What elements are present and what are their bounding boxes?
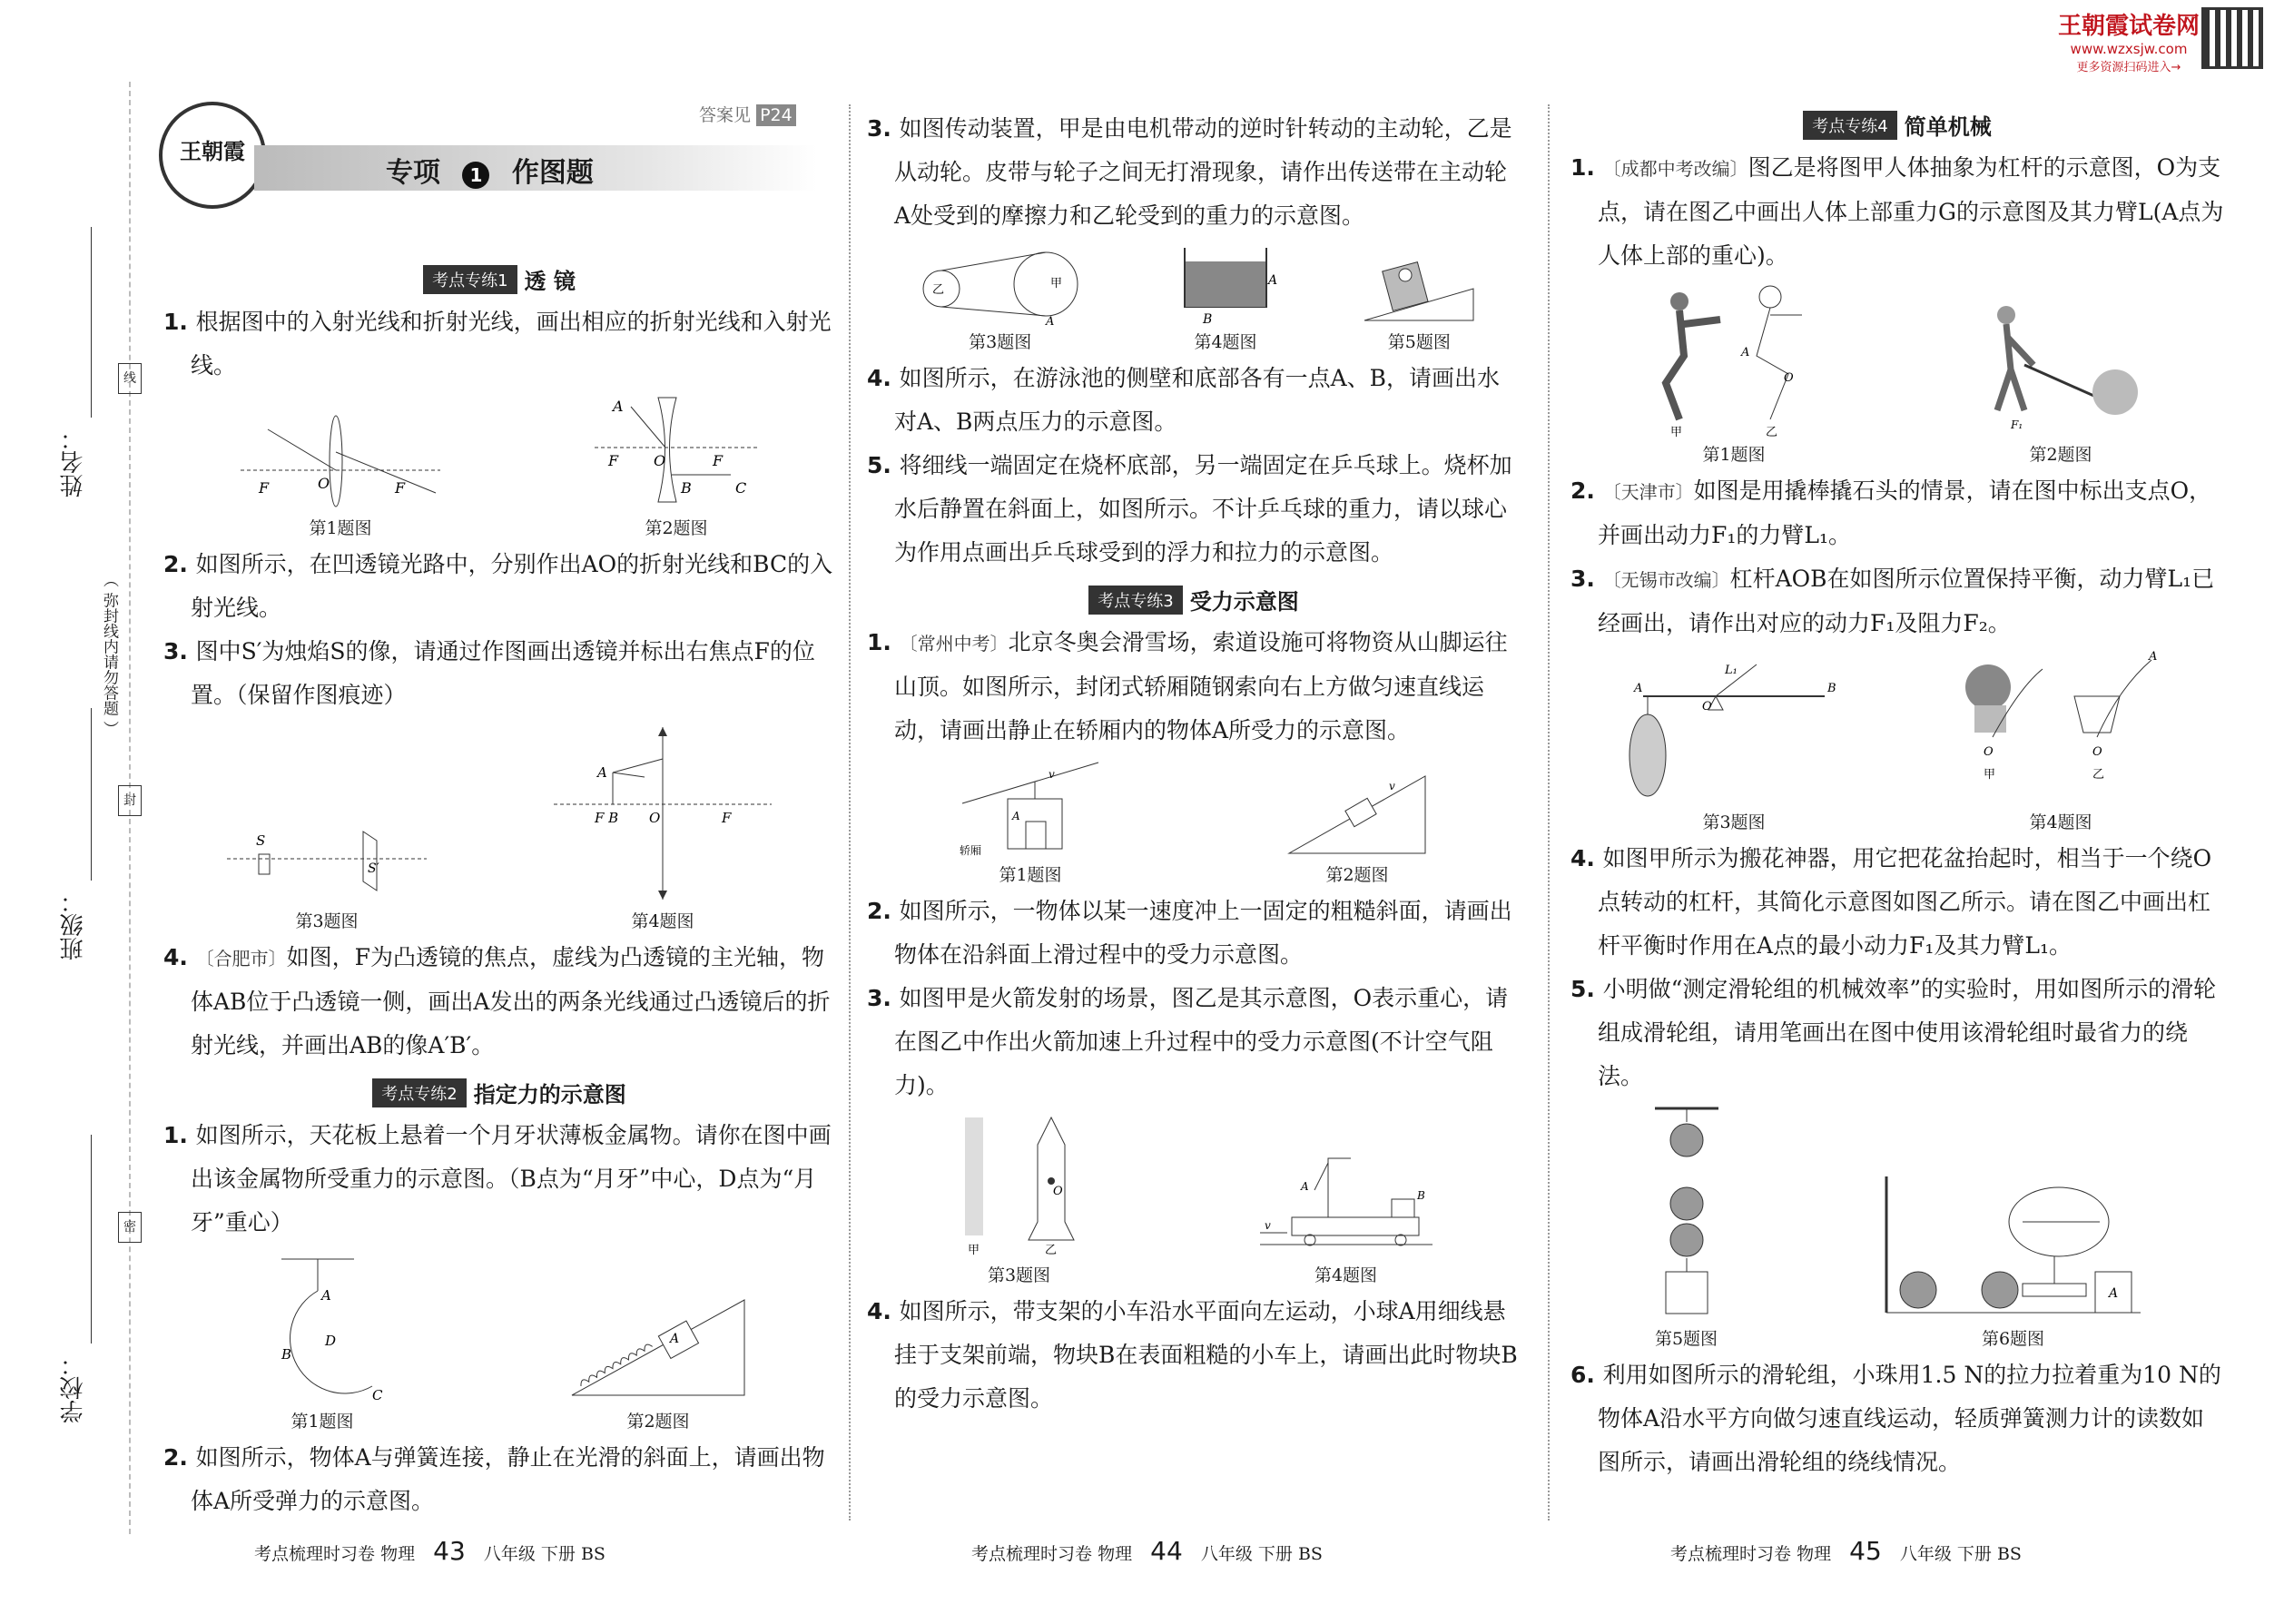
svg-text:v: v xyxy=(1049,768,1055,781)
svg-text:F: F xyxy=(722,810,732,826)
question-diagram-4: 4. 如图所示，带支架的小车沿水平面向左运动，小球A用细线悬挂于支架前端，物块B在表面粗糙的小车上，请画出此时物块B的受力示意图。 xyxy=(867,1298,1518,1412)
svg-text:A: A xyxy=(1634,682,1643,695)
svg-text:A: A xyxy=(321,1287,331,1304)
svg-text:甲: 甲 xyxy=(967,1244,980,1257)
section-title: 透 镜 xyxy=(524,269,576,294)
figure-lever-aob xyxy=(1629,651,1838,833)
section-title: 指定力的示意图 xyxy=(473,1082,626,1107)
caption: 第1题图 xyxy=(999,865,1062,885)
caption: 第4题图 xyxy=(2029,812,2092,832)
caption: 第1题图 xyxy=(290,1412,354,1432)
figure-convex-lens xyxy=(231,411,449,539)
question-1: 1. 根据图中的入射光线和折射光线，画出相应的折射光线和入射光线。 xyxy=(163,309,832,379)
svg-text:乙: 乙 xyxy=(1766,426,1778,439)
caption: 第2题图 xyxy=(645,518,708,538)
binding-box-line: 线 xyxy=(118,363,142,394)
column-divider-2 xyxy=(1548,104,1550,1521)
svg-text:乙: 乙 xyxy=(1044,1244,1057,1257)
special-title-text: 作图题 xyxy=(511,157,594,189)
svg-text:B: B xyxy=(1202,312,1213,327)
svg-text:O: O xyxy=(1052,1185,1063,1198)
question-diagram-2: 2. 如图所示，一物体以某一速度冲上一固定的粗糙斜面，请画出物体在沿斜面上滑过程中的受力示意图。 xyxy=(867,898,1512,968)
svg-text:O: O xyxy=(318,475,330,492)
section-title: 简单机械 xyxy=(1904,114,1992,140)
figure-crowbar xyxy=(1970,292,2151,466)
figure-convex-lens-ab xyxy=(545,723,781,932)
caption: 第4题图 xyxy=(631,911,694,931)
page-number: 44 xyxy=(1150,1536,1183,1566)
svg-text:S: S xyxy=(256,832,266,849)
column-1 xyxy=(163,254,835,1523)
binding-note: （ 弥封线内请勿答题 ） xyxy=(100,572,118,736)
svg-text:F: F xyxy=(608,452,619,469)
question-force-1: 1. 如图所示，天花板上悬着一个月牙状薄板金属物。请你在图中画出该金属物所受重力的示意图。（B点为“月牙”中心，D点为“月牙”重心） xyxy=(163,1122,832,1235)
svg-text:F: F xyxy=(259,479,270,497)
question-2: 2. 如图所示，在凹透镜光路中，分别作出AO的折射光线和BC的入射光线。 xyxy=(163,551,833,621)
caption: 第4题图 xyxy=(1194,332,1257,352)
svg-text:v: v xyxy=(1389,780,1395,792)
caption: 第1题图 xyxy=(309,518,372,538)
figure-crescent xyxy=(245,1250,399,1432)
class-label: 班级： xyxy=(60,890,87,960)
caption: 第3题图 xyxy=(295,911,359,931)
figure-rocket xyxy=(951,1113,1088,1286)
svg-text:O: O xyxy=(654,452,666,469)
special-title xyxy=(386,150,594,190)
caption: 第3题图 xyxy=(969,332,1032,352)
section-force xyxy=(163,1077,835,1108)
figure-pulley-vertical xyxy=(1646,1104,1728,1350)
svg-text:F: F xyxy=(395,479,406,497)
class-line xyxy=(91,708,92,881)
answer-ref-label: 答案见 xyxy=(699,105,752,125)
caption: 第5题图 xyxy=(1654,1329,1718,1349)
special-number: 1 xyxy=(462,162,489,189)
school-line xyxy=(91,1135,92,1343)
caption: 第2题图 xyxy=(2029,445,2092,465)
section-tag: 考点专练2 xyxy=(372,1078,466,1107)
figure-row-1 xyxy=(163,393,835,539)
svg-text:v: v xyxy=(1264,1219,1271,1232)
section-title: 受力示意图 xyxy=(1189,589,1299,615)
section-tag: 考点专练1 xyxy=(423,265,517,294)
figure-row-7 xyxy=(1570,283,2224,466)
figure-cable-car xyxy=(958,758,1103,886)
svg-text:O: O xyxy=(1784,371,1794,385)
section-tag: 考点专练4 xyxy=(1803,111,1896,140)
figure-concave-lens xyxy=(586,393,767,539)
svg-text:B: B xyxy=(681,479,692,497)
figure-incline-block xyxy=(1285,767,1430,886)
question-4: 4. 〔合肥市〕如图，F为凸透镜的焦点，虚线为凸透镜的主光轴，物体AB位于凸透镜一侧，画出A发出的两条光线通过凸透镜后的折射光线，并画出AB的像A′B′。 xyxy=(163,944,831,1058)
svg-text:O: O xyxy=(649,810,661,826)
special-label: 专项 xyxy=(386,157,440,189)
column-3 xyxy=(1570,109,2224,1484)
svg-text:C: C xyxy=(372,1387,383,1403)
svg-text:F₁: F₁ xyxy=(2011,418,2023,431)
svg-text:A: A xyxy=(1300,1180,1309,1193)
caption: 第5题图 xyxy=(1387,332,1451,352)
brand-url: www.wzxsjw.com xyxy=(2070,41,2188,57)
svg-text:O: O xyxy=(2092,745,2102,759)
question-force-2: 2. 如图所示，物体A与弹簧连接，静止在光滑的斜面上，请画出物体A所受弹力的示意图。 xyxy=(163,1444,825,1514)
question-diagram-3: 3. 如图甲是火箭发射的场景，图乙是其示意图，O表示重心，请在图乙中作出火箭加速上升过程中的受力示意图(不计空气阻力)。 xyxy=(867,985,1509,1098)
svg-text:A: A xyxy=(2149,650,2158,664)
svg-text:C: C xyxy=(735,479,747,497)
brand-name: 王朝霞试卷网 xyxy=(2057,13,2200,40)
svg-text:D: D xyxy=(325,1333,337,1349)
answer-ref xyxy=(699,102,796,126)
caption: 第2题图 xyxy=(626,1412,690,1432)
question-force-5: 5. 将细线一端固定在烧杯底部，另一端固定在乒乓球上。烧杯加水后静置在斜面上，如图所示。不计乒乓球的重力，请以球心为作用点画出乒乓球受到的浮力和拉力的示意图。 xyxy=(867,452,1512,566)
question-machine-4: 4. 如图甲所示为搬花神器，用它把花盆抬起时，相当于一个绕O点转动的杠杆，其简化示意图如图乙所示。请在图乙中画出杠杆平衡时作用在A点的最小动力F₁及其力臂L₁。 xyxy=(1570,845,2212,959)
figure-candle-image xyxy=(218,804,436,932)
svg-text:F B: F B xyxy=(595,810,619,826)
svg-text:A: A xyxy=(670,1332,680,1346)
caption: 第3题图 xyxy=(987,1265,1051,1285)
svg-text:轿厢: 轿厢 xyxy=(960,844,982,857)
svg-text:甲: 甲 xyxy=(1670,426,1683,439)
column-2 xyxy=(867,107,1521,1421)
caption: 第3题图 xyxy=(1702,812,1766,832)
figure-pool xyxy=(1176,243,1278,353)
question-machine-6: 6. 利用如图所示的滑轮组，小珠用1.5 N的拉力拉着重为10 N的物体A沿水平方向做匀速直线运动，轻质弹簧测力计的读数如图所示，请画出滑轮组的绕线情况。 xyxy=(1570,1362,2221,1475)
svg-text:A: A xyxy=(1045,315,1055,329)
figure-belt-drive xyxy=(910,243,1091,353)
footer-page-45: 考点梳理时习卷 物理 45 八年级 下册 BS xyxy=(1670,1536,2022,1566)
qr-code-icon[interactable] xyxy=(2201,7,2263,69)
svg-text:O: O xyxy=(1702,700,1712,714)
binding-box-secret: 密 xyxy=(118,1212,142,1243)
svg-text:A: A xyxy=(597,764,607,781)
section-tag: 考点专练3 xyxy=(1088,586,1182,615)
binding-box-seal: 封 xyxy=(118,785,142,816)
question-machine-1: 1. 〔成都中考改编〕图乙是将图甲人体抽象为杠杆的示意图，O为支点，请在图乙中画出人体上部重力G的示意图及其力臂L(A点为人体上部的重心)。 xyxy=(1570,154,2224,269)
question-force-4: 4. 如图所示，在游泳池的侧壁和底部各有一点A、B，请画出水对A、B两点压力的示意图。 xyxy=(867,365,1501,435)
svg-text:甲: 甲 xyxy=(1984,768,1996,782)
svg-text:S′: S′ xyxy=(368,861,379,876)
question-machine-3: 3. 〔无锡市改编〕杠杆AOB在如图所示位置保持平衡，动力臂L₁已经画出，请作出对应的动力F₁及阻力F₂。 xyxy=(1570,566,2215,636)
footer-page-44: 考点梳理时习卷 物理 44 八年级 下册 BS xyxy=(971,1536,1323,1566)
figure-row-5 xyxy=(867,758,1521,886)
svg-text:L₁: L₁ xyxy=(1725,664,1738,677)
svg-text:甲: 甲 xyxy=(1049,277,1062,290)
section-lens xyxy=(163,263,835,295)
figure-row-3 xyxy=(163,1250,835,1432)
column-divider-1 xyxy=(849,104,851,1521)
svg-text:A: A xyxy=(1741,346,1750,359)
name-line xyxy=(91,227,92,418)
caption: 第4题图 xyxy=(1314,1265,1378,1285)
figure-row-6 xyxy=(867,1113,1521,1286)
svg-text:A: A xyxy=(2108,1286,2118,1301)
svg-text:乙: 乙 xyxy=(2092,768,2105,782)
figure-row-9 xyxy=(1570,1104,2224,1350)
svg-text:A: A xyxy=(1012,810,1020,822)
svg-text:B: B xyxy=(281,1346,292,1363)
figure-row-4 xyxy=(867,243,1521,353)
figure-row-8 xyxy=(1570,651,2224,833)
svg-text:O: O xyxy=(1984,745,1994,759)
figure-pulley-horizontal xyxy=(1877,1158,2150,1350)
figure-cart xyxy=(1255,1140,1437,1286)
section-machines xyxy=(1570,109,2224,141)
svg-text:B: B xyxy=(1827,682,1836,695)
section-force-diagram xyxy=(867,584,1521,615)
page-number: 43 xyxy=(433,1536,466,1566)
question-machine-5: 5. 小明做“测定滑轮组的机械效率”的实验时，用如图所示的滑轮组成滑轮组，请用笔画出在图中使用该滑轮组时最省力的绕法。 xyxy=(1570,976,2217,1089)
svg-text:乙: 乙 xyxy=(931,283,944,297)
name-label: 姓名： xyxy=(60,427,87,497)
question-force-3: 3. 如图传动装置，甲是由电机带动的逆时针转动的主动轮，乙是从动轮。皮带与轮子之间无打滑现象，请作出传送带在主动轮A处受到的摩擦力和乙轮受到的重力的示意图。 xyxy=(867,115,1512,229)
svg-text:A: A xyxy=(613,398,624,415)
question-diagram-1: 1. 〔常州中考〕北京冬奥会滑雪场，索道设施可将物资从山脚运往山顶。如图所示，封闭式轿厢随钢索向右上方做匀速直线运动，请画出静止在轿厢内的物体A所受力的示意图。 xyxy=(867,629,1508,743)
school-label: 学校： xyxy=(60,1353,87,1423)
svg-text:A: A xyxy=(1267,273,1278,288)
figure-flower-lift xyxy=(1956,651,2165,833)
question-machine-2: 2. 〔天津市〕如图是用撬棒撬石头的情景，请在图中标出支点O，并画出动力F₁的力臂L₁。 xyxy=(1570,477,2212,548)
question-3: 3. 图中S′为烛焰S的像，请通过作图画出透镜并标出右焦点F的位置。（保留作图痕迹） xyxy=(163,638,815,708)
brand-slogan: 更多资源扫码进入→ xyxy=(2076,61,2181,74)
figure-beaker-incline xyxy=(1360,243,1478,353)
logo-badge: 王朝霞 xyxy=(159,102,266,209)
svg-text:F: F xyxy=(713,452,724,469)
caption: 第1题图 xyxy=(1702,445,1766,465)
figure-row-2 xyxy=(163,723,835,932)
svg-text:B: B xyxy=(1416,1189,1425,1202)
figure-squat xyxy=(1643,283,1825,466)
page-number: 45 xyxy=(1849,1536,1882,1566)
caption: 第6题图 xyxy=(1981,1329,2045,1349)
footer-page-43: 考点梳理时习卷 物理 43 八年级 下册 BS xyxy=(254,1536,605,1566)
answer-page-badge: P24 xyxy=(756,104,796,126)
figure-spring-incline xyxy=(563,1286,753,1432)
caption: 第2题图 xyxy=(1325,865,1389,885)
